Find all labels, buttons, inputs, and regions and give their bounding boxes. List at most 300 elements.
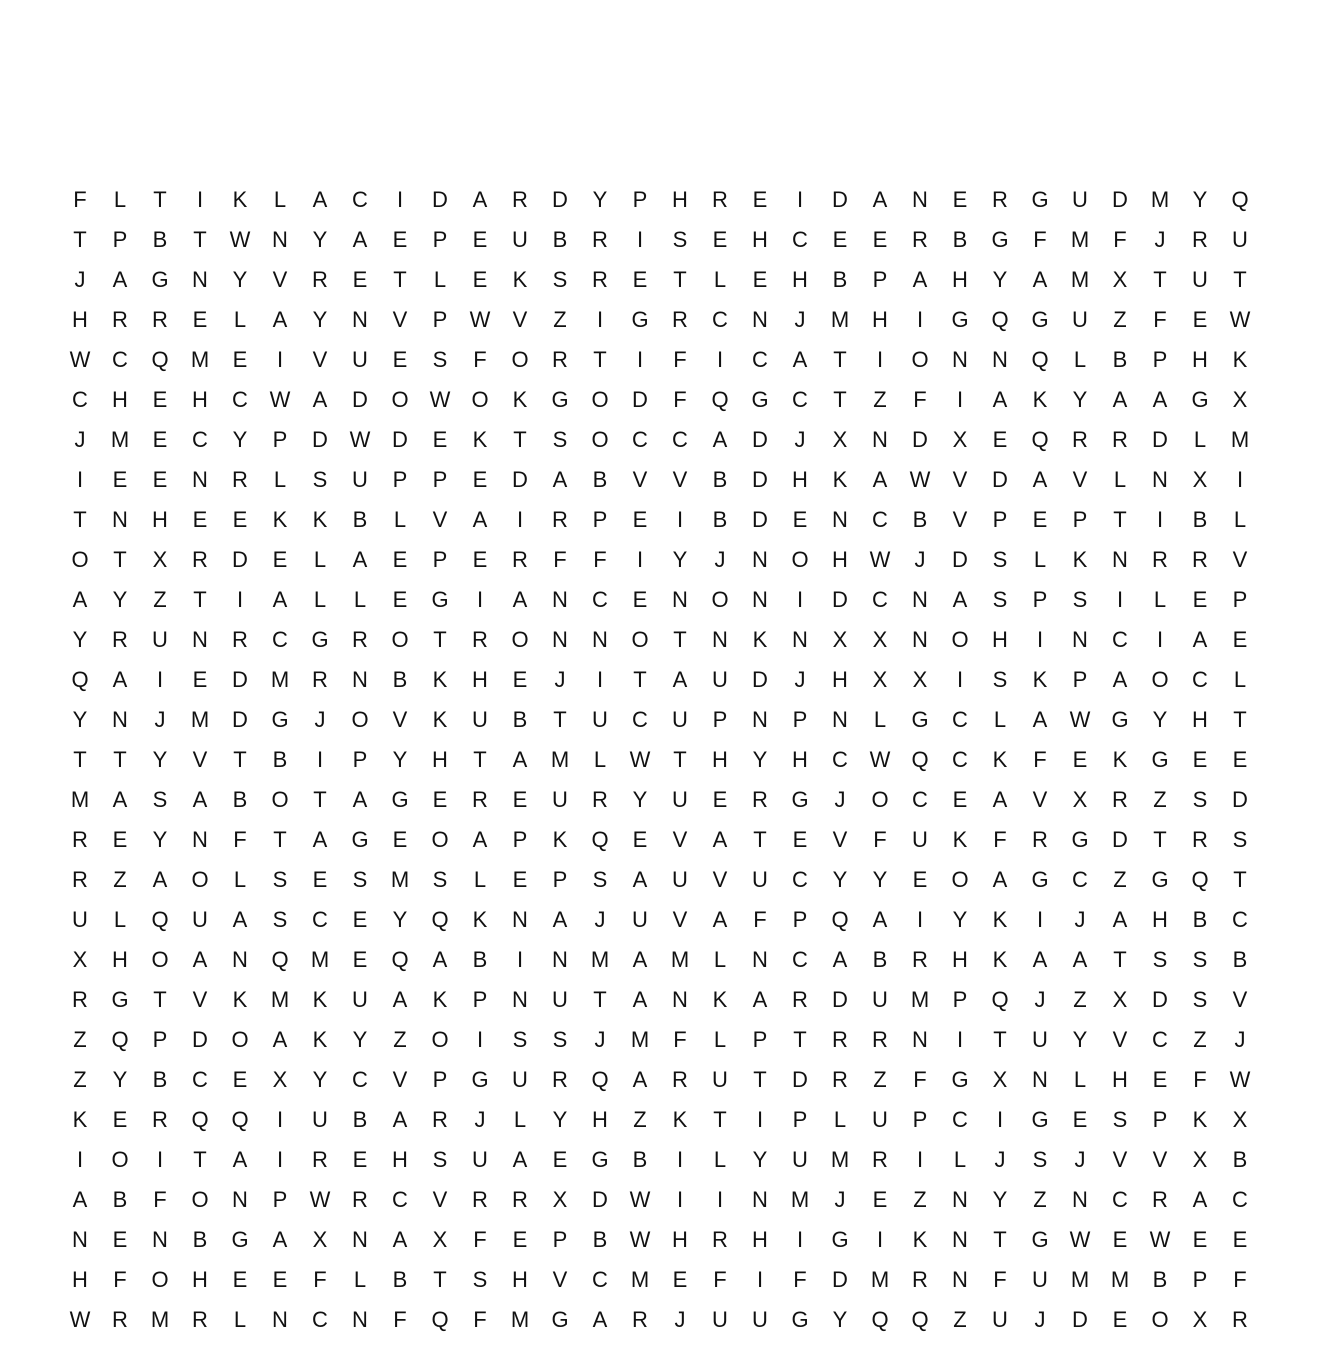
grid-letter: Q [191,1107,209,1132]
grid-letter: E [352,1147,368,1172]
grid-letter: W [309,1187,331,1212]
grid-letter: Q [431,907,449,932]
grid-letter: F [313,1267,327,1292]
grid-letter: H [832,667,848,692]
grid-letter: U [352,347,368,372]
grid-letter: O [111,1147,129,1172]
grid-letter: X [872,627,888,652]
grid-letter: B [1232,947,1248,972]
grid-letter: O [511,627,529,652]
grid-letter: J [594,907,606,932]
grid-letter: K [512,387,528,412]
grid-letter: J [1034,1307,1046,1332]
grid-letter: V [392,1067,408,1092]
grid-letter: S [312,467,328,492]
grid-letter: A [312,387,328,412]
grid-letter: R [472,627,488,652]
grid-letter: T [593,987,607,1012]
grid-letter: C [192,1067,208,1092]
grid-letter: V [1232,987,1248,1012]
grid-letter: G [951,1067,969,1092]
grid-letter: E [1112,1307,1128,1332]
grid-letter: L [113,187,127,212]
grid-letter: C [72,387,88,412]
grid-letter: J [714,547,726,572]
grid-letter: J [1074,1147,1086,1172]
grid-letter: T [273,827,287,852]
grid-letter: L [1233,667,1247,692]
grid-letter: S [992,587,1008,612]
grid-letter: D [512,467,528,492]
grid-letter: Y [392,747,408,772]
grid-letter: R [1032,827,1048,852]
grid-letter: H [992,627,1008,652]
grid-letter: Y [152,827,168,852]
grid-letter: O [871,787,889,812]
grid-letter: V [712,867,728,892]
grid-letter: C [592,1267,608,1292]
grid-letter: C [672,427,688,452]
grid-letter: X [1112,987,1128,1012]
grid-letter: A [272,587,288,612]
grid-letter: K [752,627,768,652]
grid-letter: N [232,947,248,972]
grid-letter: C [792,947,808,972]
grid-letter: D [432,187,448,212]
grid-letter: E [632,267,648,292]
grid-letter: L [713,947,727,972]
grid-letter: R [112,307,128,332]
grid-letter: U [512,227,528,252]
grid-letter: E [232,347,248,372]
grid-letter: A [232,907,248,932]
grid-letter: D [752,667,768,692]
grid-letter: J [1034,987,1046,1012]
grid-letter: I [676,1187,684,1212]
grid-letter: K [432,987,448,1012]
grid-letter: M [190,707,210,732]
grid-letter: N [752,307,768,332]
grid-letter: E [192,307,208,332]
grid-letter: N [952,347,968,372]
grid-letter: P [632,187,648,212]
grid-letter: Y [1072,1027,1088,1052]
grid-letter: C [1152,1027,1168,1052]
grid-letter: X [152,547,168,572]
grid-letter: U [1032,1027,1048,1052]
grid-letter: N [1072,627,1088,652]
grid-letter: F [873,827,887,852]
grid-letter: E [1192,1227,1208,1252]
grid-letter: H [472,667,488,692]
grid-letter: G [311,627,329,652]
grid-letter: R [1112,427,1128,452]
grid-letter: R [472,1187,488,1212]
grid-letter: G [1031,187,1049,212]
grid-letter: Q [831,907,849,932]
grid-letter: G [911,707,929,732]
grid-letter: R [1192,547,1208,572]
grid-letter: P [712,707,728,732]
grid-letter: I [676,507,684,532]
grid-letter: E [1232,627,1248,652]
grid-letter: V [832,827,848,852]
grid-letter: Q [431,1307,449,1332]
grid-letter: T [153,987,167,1012]
grid-letter: S [1192,987,1208,1012]
grid-letter: M [790,1187,810,1212]
grid-letter: R [352,627,368,652]
grid-letter: R [1192,227,1208,252]
grid-letter: A [272,1027,288,1052]
grid-letter: B [632,1147,648,1172]
grid-letter: P [912,1107,928,1132]
grid-letter: P [1232,587,1248,612]
grid-letter: Y [1192,187,1208,212]
grid-letter: D [752,427,768,452]
grid-letter: A [512,587,528,612]
grid-letter: M [670,947,690,972]
grid-letter: W [909,467,931,492]
grid-letter: R [552,507,568,532]
grid-letter: N [272,227,288,252]
grid-letter: N [952,1267,968,1292]
grid-letter: X [432,1227,448,1252]
grid-letter: I [1036,627,1044,652]
grid-letter: R [1152,1187,1168,1212]
grid-letter: T [993,1227,1007,1252]
grid-letter: A [912,267,928,292]
grid-letter: T [713,1107,727,1132]
grid-letter: E [832,227,848,252]
grid-letter: F [913,1067,927,1092]
grid-letter: L [1073,1067,1087,1092]
grid-letter: T [73,507,87,532]
grid-letter: D [832,1267,848,1292]
grid-letter: M [190,347,210,372]
grid-letter: R [112,627,128,652]
grid-letter: R [792,987,808,1012]
grid-letter: F [233,827,247,852]
grid-letter: G [1151,867,1169,892]
grid-letter: E [392,587,408,612]
grid-letter: R [472,787,488,812]
grid-letter: H [712,747,728,772]
grid-letter: G [991,227,1009,252]
grid-letter: E [712,787,728,812]
grid-letter: A [672,667,688,692]
grid-letter: L [233,867,247,892]
grid-letter: E [552,1147,568,1172]
grid-letter: S [1112,1107,1128,1132]
grid-row [60,900,1260,940]
grid-letter: L [833,1107,847,1132]
grid-letter: N [752,587,768,612]
grid-letter: X [1232,1107,1248,1132]
grid-letter: G [271,707,289,732]
grid-letter: A [352,227,368,252]
grid-letter: N [352,307,368,332]
grid-letter: R [1112,787,1128,812]
grid-letter: B [952,227,968,252]
grid-letter: G [1111,707,1129,732]
grid-letter: P [1192,1267,1208,1292]
grid-letter: N [592,627,608,652]
grid-letter: B [1152,1267,1168,1292]
grid-letter: T [793,1027,807,1052]
grid-letter: N [1152,467,1168,492]
grid-letter: G [551,387,569,412]
grid-letter: K [312,987,328,1012]
grid-letter: D [1152,427,1168,452]
grid-letter: D [312,427,328,452]
grid-letter: I [716,347,724,372]
grid-row [60,260,1260,300]
grid-letter: Y [832,867,848,892]
grid-letter: S [1072,587,1088,612]
grid-letter: X [1232,387,1248,412]
grid-letter: M [910,987,930,1012]
grid-letter: P [552,867,568,892]
grid-letter: J [594,1027,606,1052]
grid-letter: K [432,667,448,692]
grid-letter: I [1116,587,1124,612]
grid-letter: P [272,427,288,452]
grid-letter: E [312,867,328,892]
grid-letter: S [552,427,568,452]
grid-letter: P [392,467,408,492]
grid-letter: A [552,467,568,492]
grid-letter: T [433,627,447,652]
grid-letter: Z [873,387,887,412]
grid-letter: G [791,1307,809,1332]
grid-letter: I [876,347,884,372]
grid-letter: Y [112,1067,128,1092]
grid-letter: I [956,387,964,412]
grid-letter: N [912,1027,928,1052]
grid-letter: N [352,1307,368,1332]
grid-letter: N [832,707,848,732]
grid-letter: P [952,987,968,1012]
grid-letter: B [112,1187,128,1212]
grid-letter: R [552,1067,568,1092]
grid-letter: E [512,667,528,692]
grid-letter: T [993,1027,1007,1052]
grid-letter: S [432,867,448,892]
grid-letter: K [312,507,328,532]
grid-letter: B [352,507,368,532]
grid-letter: C [952,1107,968,1132]
grid-letter: N [1072,1187,1088,1212]
grid-letter: A [272,307,288,332]
grid-letter: L [1193,427,1207,452]
grid-letter: T [113,547,127,572]
grid-letter: W [629,747,651,772]
grid-letter: C [952,707,968,732]
grid-letter: N [552,587,568,612]
grid-letter: Q [911,1307,929,1332]
grid-letter: R [672,1067,688,1092]
grid-letter: I [476,587,484,612]
grid-letter: A [512,747,528,772]
grid-letter: K [992,947,1008,972]
grid-letter: Z [1153,787,1167,812]
grid-letter: M [390,867,410,892]
grid-letter: V [432,1187,448,1212]
grid-letter: U [352,987,368,1012]
grid-letter: C [752,347,768,372]
grid-letter: R [312,667,328,692]
grid-letter: C [1072,867,1088,892]
grid-letter: G [1031,1107,1049,1132]
grid-letter: J [794,667,806,692]
grid-letter: U [712,667,728,692]
grid-letter: J [834,787,846,812]
grid-letter: N [512,907,528,932]
grid-letter: Z [1073,987,1087,1012]
grid-letter: L [233,1307,247,1332]
grid-letter: S [992,667,1008,692]
grid-letter: K [552,827,568,852]
grid-row [60,220,1260,260]
grid-letter: B [1192,507,1208,532]
grid-letter: G [751,387,769,412]
grid-letter: P [352,747,368,772]
grid-letter: B [192,1227,208,1252]
grid-letter: K [1192,1107,1208,1132]
grid-row [60,1100,1260,1140]
grid-letter: B [1112,347,1128,372]
grid-letter: G [791,787,809,812]
grid-letter: E [152,467,168,492]
grid-letter: U [192,907,208,932]
grid-letter: C [1112,1187,1128,1212]
grid-letter: K [1112,747,1128,772]
grid-letter: R [712,1227,728,1252]
grid-letter: Z [553,307,567,332]
grid-letter: E [352,907,368,932]
grid-letter: K [432,707,448,732]
grid-letter: C [272,627,288,652]
grid-letter: R [872,1147,888,1172]
grid-letter: H [432,747,448,772]
grid-letter: U [712,1067,728,1092]
grid-letter: H [512,1267,528,1292]
grid-letter: L [953,1147,967,1172]
grid-letter: X [552,1187,568,1212]
grid-letter: P [792,907,808,932]
grid-letter: T [553,707,567,732]
grid-letter: A [192,787,208,812]
grid-letter: L [113,907,127,932]
grid-letter: Y [392,907,408,932]
grid-letter: N [232,1187,248,1212]
grid-letter: Q [151,347,169,372]
grid-letter: H [1112,1067,1128,1092]
grid-letter: U [1032,1267,1048,1292]
grid-letter: A [592,1307,608,1332]
grid-letter: F [1233,1267,1247,1292]
grid-letter: J [554,667,566,692]
grid-letter: H [792,467,808,492]
grid-letter: U [472,1147,488,1172]
grid-letter: V [432,507,448,532]
grid-letter: T [73,747,87,772]
grid-letter: Z [113,867,127,892]
grid-letter: L [1233,507,1247,532]
grid-letter: I [1156,507,1164,532]
grid-letter: T [73,227,87,252]
grid-letter: Y [1072,387,1088,412]
grid-letter: F [473,347,487,372]
grid-letter: X [952,427,968,452]
grid-letter: P [552,1227,568,1252]
grid-letter: K [952,827,968,852]
grid-letter: J [474,1107,486,1132]
grid-letter: B [552,227,568,252]
grid-letter: N [832,507,848,532]
grid-letter: B [712,467,728,492]
grid-letter: T [593,347,607,372]
grid-letter: X [992,1067,1008,1092]
grid-letter: S [992,547,1008,572]
grid-letter: C [192,427,208,452]
grid-letter: N [952,1187,968,1212]
grid-letter: N [912,627,928,652]
grid-letter: A [552,907,568,932]
grid-letter: C [872,587,888,612]
grid-letter: L [273,467,287,492]
grid-letter: O [911,347,929,372]
grid-letter: O [391,387,409,412]
grid-letter: X [872,667,888,692]
grid-letter: E [472,467,488,492]
grid-letter: T [673,747,687,772]
grid-letter: W [869,747,891,772]
grid-letter: A [112,267,128,292]
grid-letter: X [1192,467,1208,492]
grid-letter: F [1033,747,1047,772]
grid-letter: P [432,547,448,572]
grid-letter: U [912,827,928,852]
grid-letter: A [112,787,128,812]
grid-letter: M [870,1267,890,1292]
grid-letter: D [232,547,248,572]
grid-letter: C [392,1187,408,1212]
grid-letter: H [112,387,128,412]
grid-letter: E [272,547,288,572]
grid-letter: F [553,547,567,572]
grid-letter: R [592,787,608,812]
grid-letter: I [636,227,644,252]
grid-letter: X [1112,267,1128,292]
grid-letter: B [232,787,248,812]
grid-letter: U [992,1307,1008,1332]
grid-letter: I [596,667,604,692]
grid-letter: A [232,1147,248,1172]
grid-letter: R [72,827,88,852]
grid-letter: D [912,427,928,452]
grid-letter: A [512,1147,528,1172]
grid-letter: B [152,1067,168,1092]
grid-letter: R [512,187,528,212]
grid-letter: M [1070,1267,1090,1292]
grid-letter: V [1072,467,1088,492]
grid-letter: A [1112,387,1128,412]
grid-letter: I [156,667,164,692]
grid-letter: C [592,587,608,612]
grid-letter: F [673,347,687,372]
